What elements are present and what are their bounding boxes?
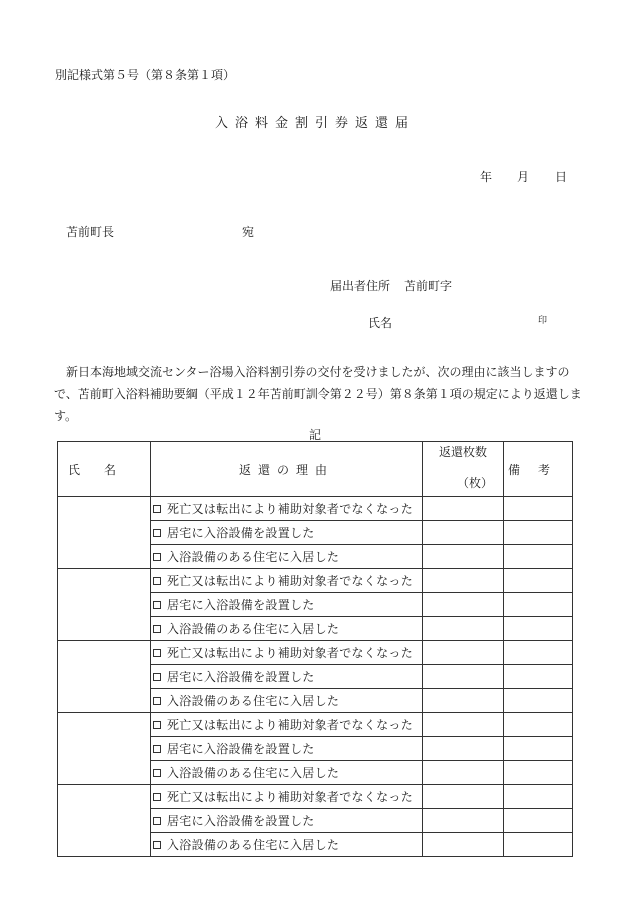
reason-checkbox[interactable] bbox=[153, 673, 161, 681]
addressee-honorific: 宛 bbox=[242, 225, 255, 239]
applicant-address-value: 苫前町字 bbox=[404, 279, 453, 293]
remarks-cell[interactable] bbox=[504, 593, 573, 617]
remarks-cell[interactable] bbox=[504, 833, 573, 857]
count-cell[interactable] bbox=[423, 569, 504, 593]
addressee-name: 苫前町長 bbox=[66, 225, 115, 239]
reason-cell bbox=[151, 737, 423, 761]
remarks-cell[interactable] bbox=[504, 737, 573, 761]
reason-cell bbox=[151, 761, 423, 785]
header-count-label: 返還枚数 bbox=[438, 445, 487, 459]
remarks-cell[interactable] bbox=[504, 665, 573, 689]
reason-cell bbox=[151, 545, 423, 569]
reason-checkbox[interactable] bbox=[153, 721, 161, 729]
header-remarks: 備考 bbox=[504, 442, 573, 497]
header-count-unit: （枚） bbox=[456, 476, 493, 490]
reason-checkbox[interactable] bbox=[153, 553, 161, 561]
count-cell[interactable] bbox=[423, 713, 504, 737]
count-cell[interactable] bbox=[423, 545, 504, 569]
reason-label: 死亡又は転出により補助対象者でなくなった bbox=[167, 646, 414, 660]
name-cell[interactable] bbox=[58, 497, 151, 569]
count-cell[interactable] bbox=[423, 737, 504, 761]
count-cell[interactable] bbox=[423, 617, 504, 641]
reason-label: 入浴設備のある住宅に入居した bbox=[167, 766, 340, 780]
reason-checkbox[interactable] bbox=[153, 529, 161, 537]
reason-checkbox[interactable] bbox=[153, 697, 161, 705]
name-cell[interactable] bbox=[58, 713, 151, 785]
remarks-cell[interactable] bbox=[504, 689, 573, 713]
name-cell[interactable] bbox=[58, 569, 151, 641]
remarks-cell[interactable] bbox=[504, 617, 573, 641]
reason-label: 死亡又は転出により補助対象者でなくなった bbox=[167, 574, 414, 588]
table-row bbox=[58, 641, 573, 665]
remarks-cell[interactable] bbox=[504, 569, 573, 593]
table-row bbox=[58, 785, 573, 809]
reason-checkbox[interactable] bbox=[153, 649, 161, 657]
reason-label: 居宅に入浴設備を設置した bbox=[167, 670, 315, 684]
reason-checkbox[interactable] bbox=[153, 625, 161, 633]
remarks-cell[interactable] bbox=[504, 809, 573, 833]
count-cell[interactable] bbox=[423, 521, 504, 545]
reason-cell bbox=[151, 785, 423, 809]
reason-label: 入浴設備のある住宅に入居した bbox=[167, 838, 340, 852]
header-count bbox=[423, 442, 504, 497]
reason-checkbox[interactable] bbox=[153, 577, 161, 585]
reason-checkbox[interactable] bbox=[153, 841, 161, 849]
reason-cell bbox=[151, 569, 423, 593]
count-cell[interactable] bbox=[423, 665, 504, 689]
reason-cell bbox=[151, 689, 423, 713]
return-table bbox=[57, 441, 573, 857]
name-cell[interactable] bbox=[58, 785, 151, 857]
reason-checkbox[interactable] bbox=[153, 745, 161, 753]
count-cell[interactable] bbox=[423, 833, 504, 857]
reason-cell bbox=[151, 665, 423, 689]
reason-cell bbox=[151, 617, 423, 641]
count-cell[interactable] bbox=[423, 809, 504, 833]
remarks-cell[interactable] bbox=[504, 761, 573, 785]
name-cell[interactable] bbox=[58, 641, 151, 713]
date-day-label: 日 bbox=[555, 170, 568, 184]
count-cell[interactable] bbox=[423, 785, 504, 809]
remarks-cell[interactable] bbox=[504, 545, 573, 569]
reason-label: 入浴設備のある住宅に入居した bbox=[167, 622, 340, 636]
reason-cell bbox=[151, 809, 423, 833]
count-cell[interactable] bbox=[423, 689, 504, 713]
reason-label: 入浴設備のある住宅に入居した bbox=[167, 550, 340, 564]
table-header-row bbox=[58, 442, 573, 497]
table-row bbox=[58, 713, 573, 737]
reason-checkbox[interactable] bbox=[153, 817, 161, 825]
reason-cell bbox=[151, 641, 423, 665]
remarks-cell[interactable] bbox=[504, 641, 573, 665]
reason-checkbox[interactable] bbox=[153, 769, 161, 777]
remarks-cell[interactable] bbox=[504, 497, 573, 521]
reason-label: 死亡又は転出により補助対象者でなくなった bbox=[167, 502, 414, 516]
count-cell[interactable] bbox=[423, 761, 504, 785]
reason-checkbox[interactable] bbox=[153, 505, 161, 513]
reason-checkbox[interactable] bbox=[153, 793, 161, 801]
document-title: 入浴料金割引券返還届 bbox=[214, 116, 415, 131]
reason-label: 居宅に入浴設備を設置した bbox=[167, 814, 315, 828]
count-cell[interactable] bbox=[423, 497, 504, 521]
reason-checkbox[interactable] bbox=[153, 601, 161, 609]
date-month-label: 月 bbox=[517, 170, 530, 184]
remarks-cell[interactable] bbox=[504, 521, 573, 545]
body-text: 新日本海地域交流センター浴場入浴料割引券の交付を受けましたが、次の理由に該当しますので、苫前町入浴料補助要綱（平成１２年苫前町訓令第２２号）第８条第１項の規定により返還します。 bbox=[54, 365, 582, 423]
header-name: 氏名 bbox=[58, 442, 151, 497]
reason-label: 死亡又は転出により補助対象者でなくなった bbox=[167, 718, 414, 732]
table-row bbox=[58, 569, 573, 593]
reason-cell bbox=[151, 833, 423, 857]
applicant-address-label: 届出者住所 bbox=[330, 279, 391, 293]
reason-label: 居宅に入浴設備を設置した bbox=[167, 742, 315, 756]
ki-heading: 記 bbox=[308, 428, 321, 442]
reason-label: 居宅に入浴設備を設置した bbox=[167, 526, 315, 540]
reason-label: 居宅に入浴設備を設置した bbox=[167, 598, 315, 612]
count-cell[interactable] bbox=[423, 593, 504, 617]
reason-label: 入浴設備のある住宅に入居した bbox=[167, 694, 340, 708]
date-year-label: 年 bbox=[480, 170, 493, 184]
applicant-name-label: 氏名 bbox=[368, 316, 393, 330]
remarks-cell[interactable] bbox=[504, 785, 573, 809]
seal-mark: 印 bbox=[538, 316, 548, 326]
reason-cell bbox=[151, 593, 423, 617]
form-number: 別記様式第５号（第８条第１項） bbox=[55, 68, 236, 82]
remarks-cell[interactable] bbox=[504, 713, 573, 737]
reason-cell bbox=[151, 521, 423, 545]
reason-label: 死亡又は転出により補助対象者でなくなった bbox=[167, 790, 414, 804]
reason-cell bbox=[151, 497, 423, 521]
reason-cell bbox=[151, 713, 423, 737]
table-row bbox=[58, 497, 573, 521]
count-cell[interactable] bbox=[423, 641, 504, 665]
header-reason: 返還の理由 bbox=[151, 442, 423, 497]
